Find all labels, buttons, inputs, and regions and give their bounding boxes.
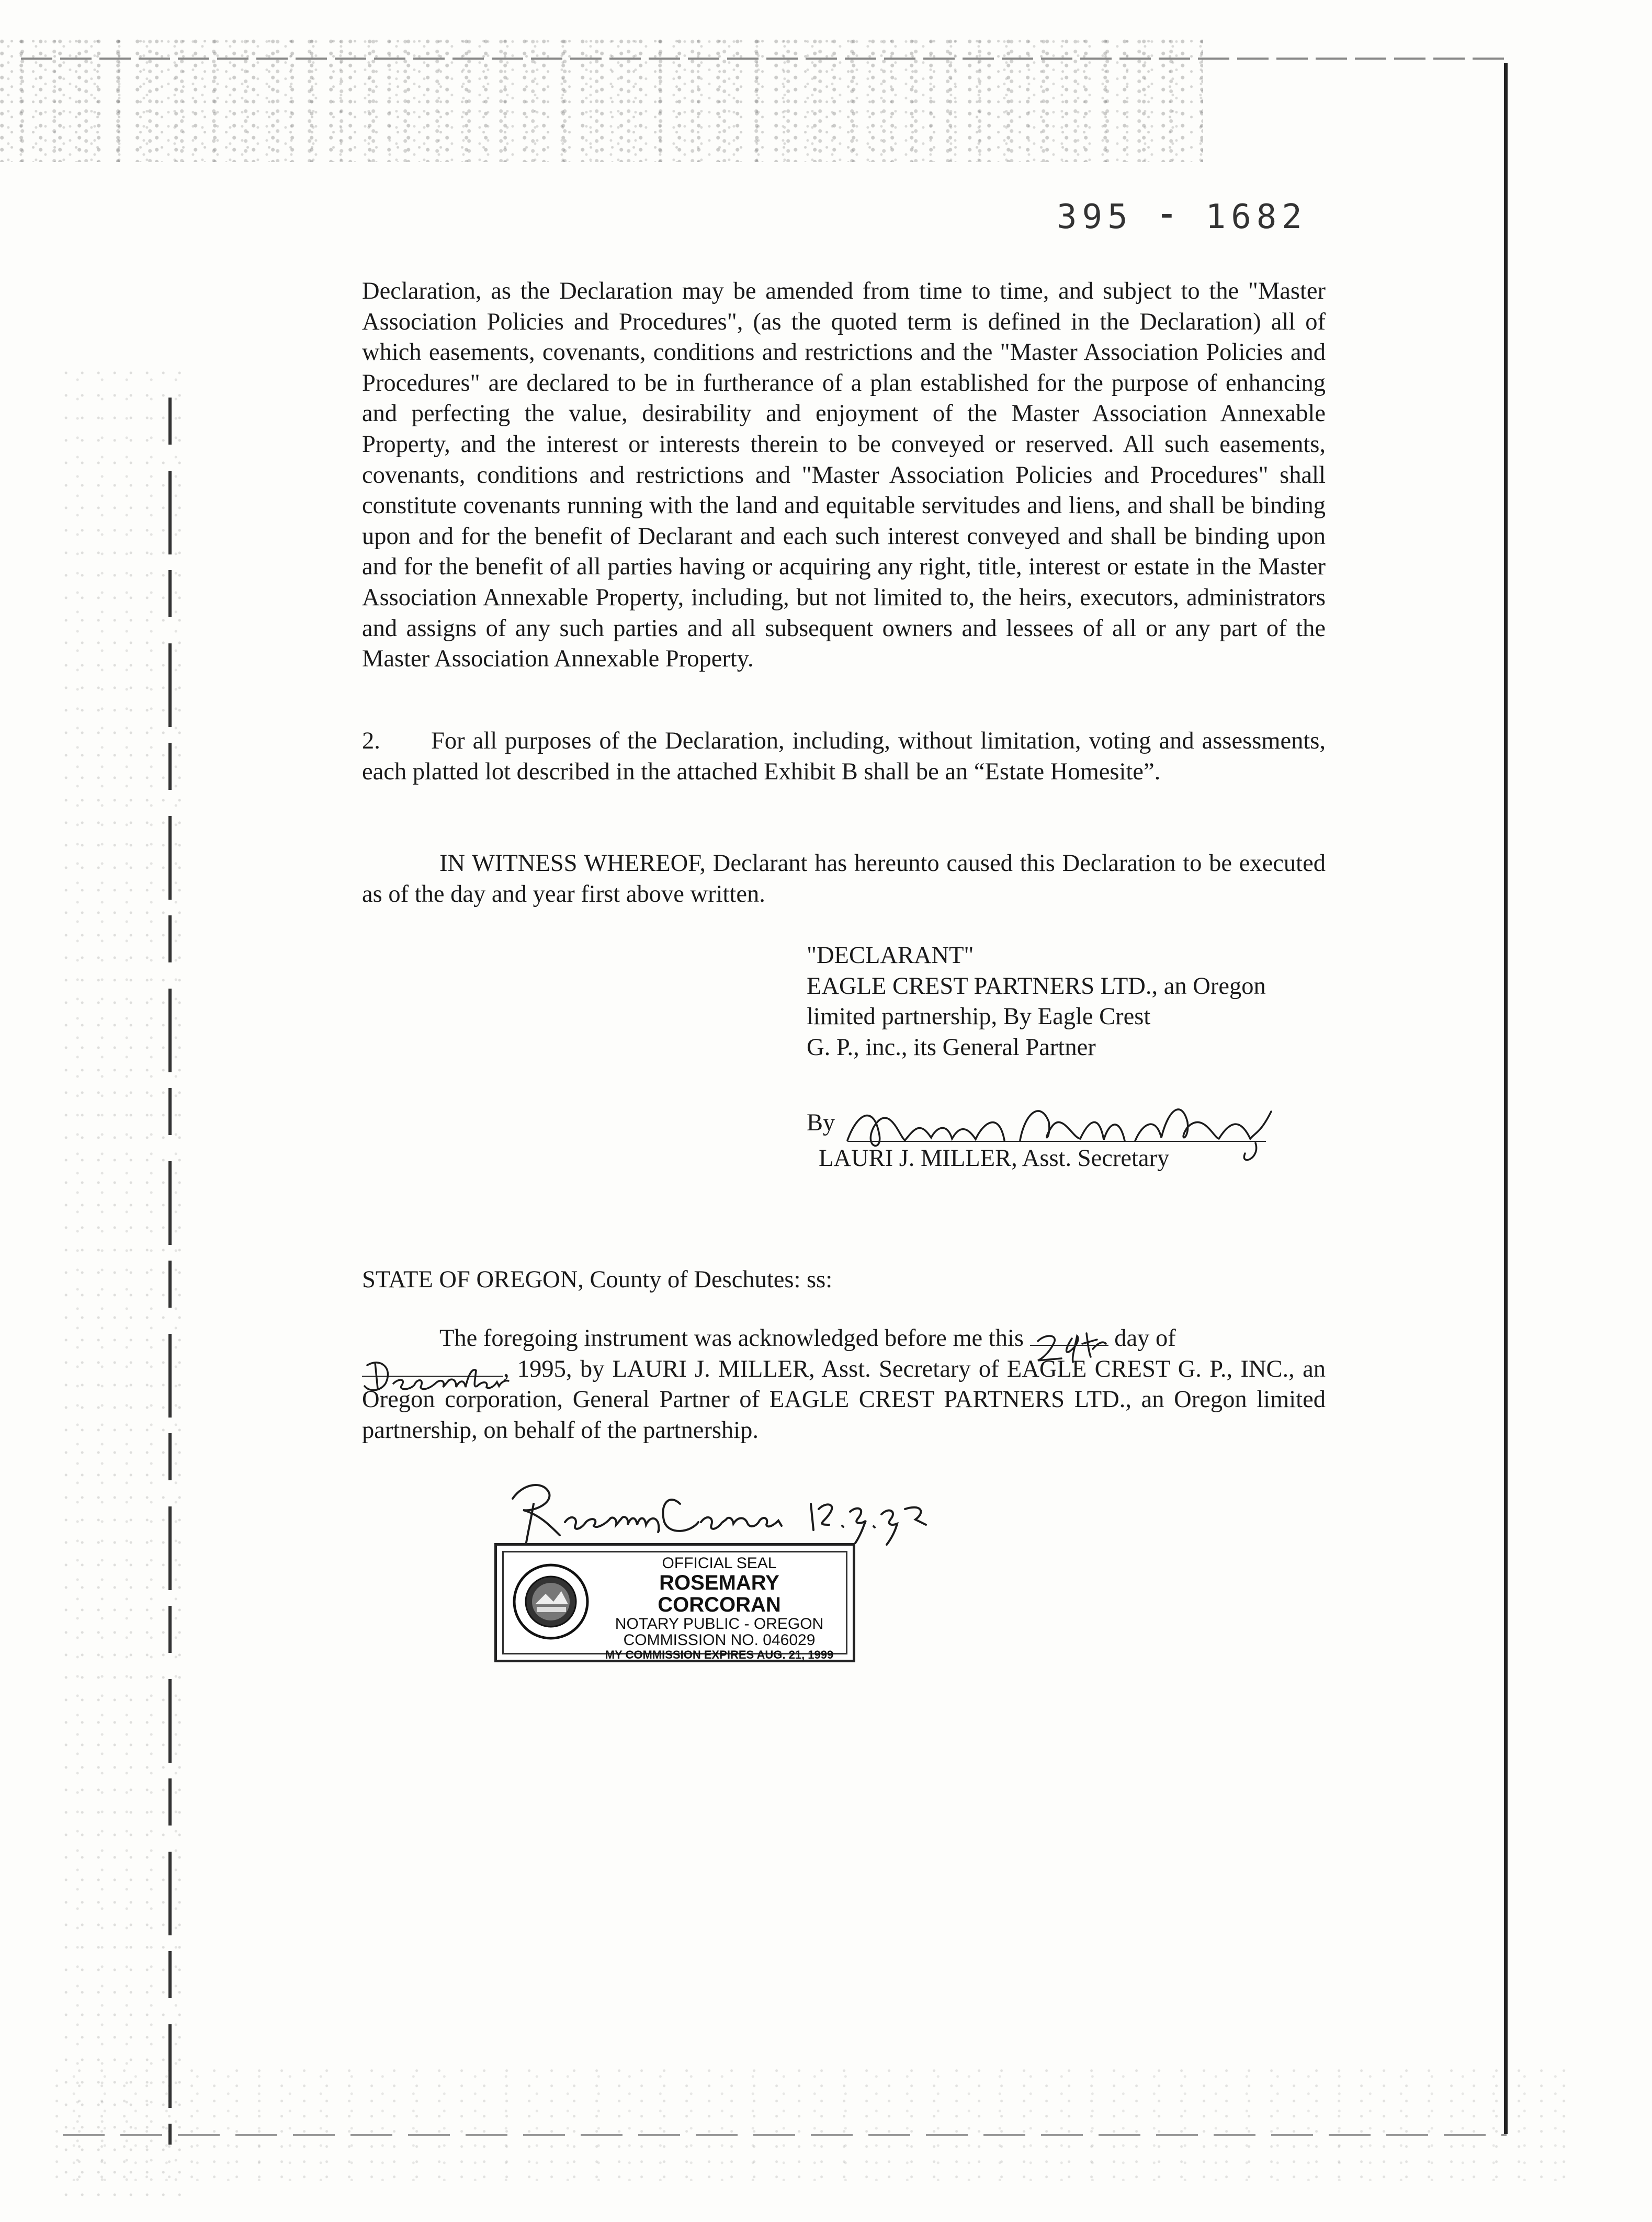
ack-remaining-text: , 1995, by LAURI J. MILLER, Asst. Secretary of EAGLE CREST G. P., INC., an Oregon corporation, General Partner of EAGLE CREST PARTNERS LTD., an Oregon limited partnership, on behalf of the partnership. xyxy=(362,1355,1326,1444)
scan-noise-top xyxy=(0,37,1203,162)
declarant-line-3: G. P., inc., its General Partner xyxy=(807,1034,1096,1061)
venue-line: STATE OF OREGON, County of Deschutes: ss: xyxy=(362,1266,833,1293)
signer-name: LAURI J. MILLER, Asst. Secretary xyxy=(819,1145,1170,1172)
ack-line-1-end: day of xyxy=(1114,1325,1176,1352)
paragraph-2-text: For all purposes of the Declaration, including, without limitation, voting and assessments, each platted lot described in the attached Exhibit B shall be an “Estate Homesite”. xyxy=(362,728,1326,785)
paragraph-2-number: 2. xyxy=(362,728,380,754)
oregon-state-seal-icon xyxy=(512,1562,590,1641)
day-blank xyxy=(1030,1345,1108,1346)
scan-noise-bottom xyxy=(52,2066,1569,2181)
signature-rule xyxy=(847,1141,1266,1142)
seal-line-4: COMMISSION NO. 046029 xyxy=(623,1631,816,1649)
month-blank xyxy=(362,1376,503,1377)
notary-seal xyxy=(494,1543,855,1662)
declarant-line-2: limited partnership, By Eagle Crest xyxy=(807,1003,1151,1030)
witness-paragraph: IN WITNESS WHEREOF, Declarant has hereunto caused this Declaration to be executed as of the day and year first above written. xyxy=(362,850,1326,908)
seal-line-1: OFFICIAL SEAL xyxy=(662,1555,777,1572)
declarant-line-1: EAGLE CREST PARTNERS LTD., an Oregon xyxy=(807,972,1266,1000)
seal-line-3: NOTARY PUBLIC - OREGON xyxy=(615,1615,824,1633)
declarant-block xyxy=(807,940,1266,1063)
page-edge-bottom xyxy=(63,2134,1507,2136)
ack-line-1-start: The foregoing instrument was acknowledged before me this xyxy=(439,1325,1024,1352)
seal-text xyxy=(596,1555,842,1661)
acknowledgment-paragraph xyxy=(362,1323,1326,1446)
paragraph-2 xyxy=(362,726,1326,787)
page-edge-top xyxy=(21,58,1507,60)
page-number: 395 ⁃ 1682 xyxy=(1057,198,1307,236)
declarant-role: "DECLARANT" xyxy=(807,942,974,969)
handwritten-day xyxy=(1030,1328,1108,1365)
paragraph-1: Declaration, as the Declaration may be amended from time to time, and subject to the "Master Association Policies and Procedures", (as the quoted term is defined in the Declaration) all of which easements, covenants, conditions and restrictions and the "Master Association Policies and Procedures" are declared to be in furtherance of a plan established for the purpose of enhancing and perfecting the value, desirability and enjoyment of the Master Association Annexable Property, and the interest or interests therein to be conveyed or reserved. All such easements, covenants, conditions and restrictions and "Master Association Policies and Procedures" shall constitute covenants running with the land and equitable servitudes and liens, and shall be binding upon and for the benefit of Declarant and each such interest conveyed and shall be binding upon and for the benefit of all parties having or acquiring any right, title, interest or estate in the Master Association Annexable Property, including, but not limited to, the heirs, executors, administrators and assigns of any such parties and all subsequent owners and lessees of all or any part of the Master Association Annexable Property. xyxy=(362,278,1326,673)
seal-line-2: ROSEMARY CORCORAN xyxy=(658,1571,781,1616)
scan-noise-left xyxy=(63,366,183,2197)
page-edge-left xyxy=(168,398,172,2145)
seal-line-5: MY COMMISSION EXPIRES AUG. 21, 1999 xyxy=(605,1648,834,1661)
by-label: By xyxy=(807,1109,835,1136)
page-edge-right xyxy=(1504,63,1508,2134)
handwritten-month xyxy=(357,1355,514,1397)
